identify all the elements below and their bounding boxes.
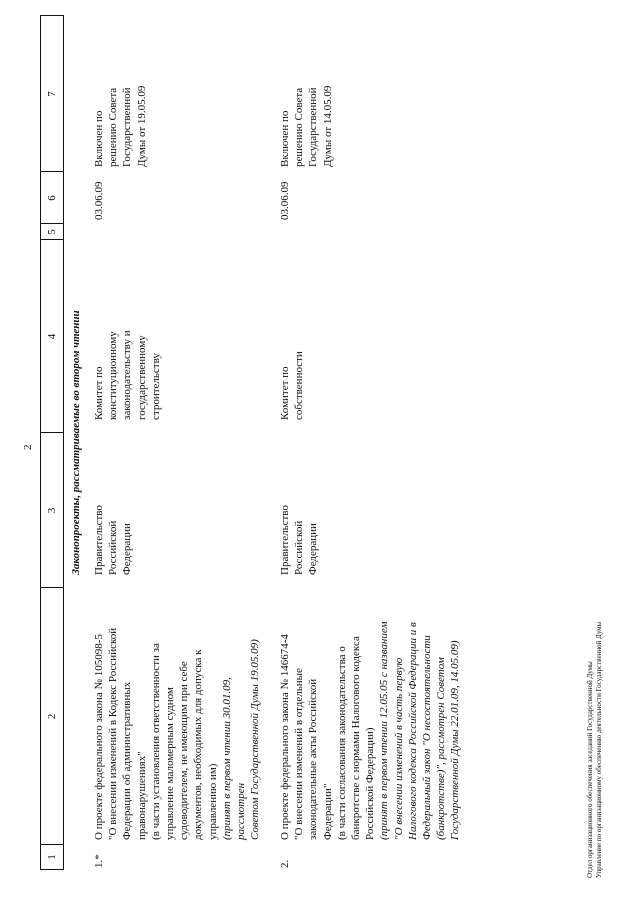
header-col-4: 4 — [41, 239, 63, 433]
bill-title-line: управление маломерным судном — [164, 687, 177, 840]
bill-description — [278, 620, 463, 840]
bill-title-line: "О внесении изменений в Кодекс Российской — [107, 627, 120, 840]
committee-line: государственному — [135, 335, 148, 420]
bill-note-line: Советом Государственной Думы 19.05.09) — [249, 639, 262, 840]
header-col-3: 3 — [41, 432, 63, 588]
initiator — [92, 475, 135, 575]
status-line: Включен по — [93, 110, 105, 167]
header-col-2: 2 — [41, 587, 63, 845]
committee-line: Комитет по — [93, 366, 105, 420]
bill-title-line: документов, необходимых для допуска к — [192, 649, 205, 840]
table-row — [92, 15, 278, 870]
status-line: решению Совета — [107, 87, 120, 167]
initiator-line: Правительство — [93, 505, 105, 575]
committee — [92, 295, 163, 420]
committee-line: законодательству и — [121, 330, 134, 420]
footer — [586, 622, 604, 878]
status-line: решению Совета — [293, 87, 306, 167]
status-line: Государственной — [121, 87, 134, 167]
bill-title-line: законодательные акты Российской Федерации" — [307, 678, 334, 840]
bill-title-line: правонарушениях" — [135, 751, 148, 840]
bill-note-line: (принят в первом чтении 30.01.09, рассмотрен — [220, 677, 248, 840]
header-col-5: 5 — [41, 223, 63, 240]
bill-note-line: (банкротстве)", рассмотрен Советом — [435, 657, 448, 840]
table-header-row — [40, 15, 64, 870]
initiator-line: Федерации — [121, 523, 134, 575]
bill-title-line: управлению им) — [206, 763, 219, 840]
status-line: Думы от 14.05.09 — [321, 85, 334, 167]
bill-note-line: Налогового кодекса Российской Федерации и в — [406, 622, 419, 840]
bill-description — [92, 620, 262, 840]
bill-title-line: банкротстве с нормами Налогового кодекса — [350, 636, 363, 840]
committee-line: строительству — [149, 353, 162, 420]
initiator-line: Федерации — [307, 523, 320, 575]
date: 03.06.09 — [279, 181, 291, 220]
row-number: 1.* — [93, 854, 105, 868]
status-line: Включен по — [279, 110, 291, 167]
bill-title-line: О проекте федерального закона № 146674-4 — [279, 634, 291, 840]
status-line: Думы от 19.05.09 — [135, 85, 148, 167]
bill-note-line: (принят в первом чтении 12.05.05 с названием — [378, 621, 391, 840]
header-col-7: 7 — [46, 91, 58, 97]
bill-note-line: "О внесении изменений в часть первую — [392, 657, 405, 840]
bill-title-line: Федерации об административных — [121, 681, 134, 840]
bill-title-line: О проекте федерального закона № 105098-5 — [93, 634, 105, 840]
page-number: 2 — [22, 444, 34, 450]
header-col-1: 1 — [41, 844, 63, 869]
committee — [278, 295, 306, 420]
bill-title-line: (в части согласования законодательства о — [335, 646, 348, 840]
committee-line: конституционному — [107, 331, 120, 420]
initiator-line: Правительство — [279, 505, 291, 575]
bill-note-line: Федеральный закон "О несостоятельности — [421, 635, 434, 840]
footer-line: Отдел организационного обеспечения заседаний Государственной Думы — [586, 661, 594, 878]
bill-title-line: (в части установления ответственности за — [149, 643, 162, 840]
status — [92, 17, 149, 167]
bill-title-line: судоводителем, не имеющим при себе — [178, 661, 191, 840]
agenda-table — [40, 15, 478, 870]
footer-line: Управление по организационному обеспечению деятельности Государственной Думы — [595, 621, 603, 878]
committee-line: Комитет по — [279, 366, 291, 420]
committee-line: собственности — [293, 351, 306, 420]
status-line: Государственной — [307, 87, 320, 167]
date: 03.06.09 — [93, 181, 105, 220]
bill-note-line: Государственной Думы 22.01.09, 14.05.09) — [449, 640, 462, 840]
section-title: Законопроекты, рассматриваемые во втором чтении — [70, 310, 82, 575]
header-col-6: 6 — [41, 171, 63, 224]
status — [278, 17, 335, 167]
bill-title-line: "О внесении изменений в отдельные — [293, 668, 306, 840]
initiator-line: Российской — [107, 520, 120, 575]
initiator — [278, 475, 321, 575]
table-row — [278, 15, 478, 870]
initiator-line: Российской — [293, 520, 306, 575]
row-number: 2. — [279, 859, 291, 868]
bill-title-line: Российской Федерации) — [364, 727, 377, 840]
